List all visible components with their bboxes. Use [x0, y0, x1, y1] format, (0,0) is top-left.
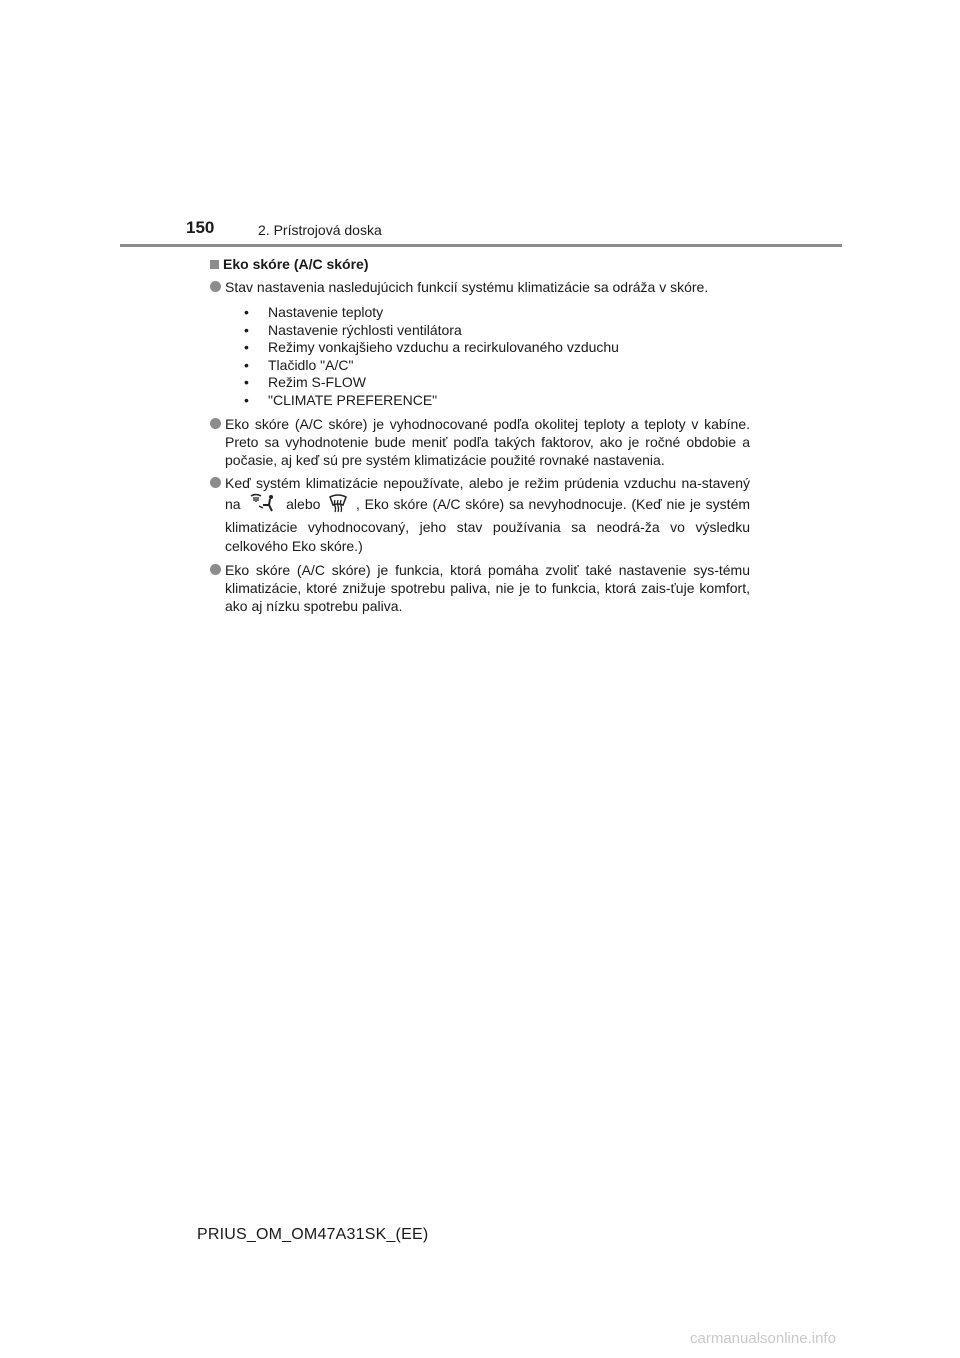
circle-bullet-icon	[210, 418, 221, 429]
circle-bullet-icon	[210, 564, 221, 575]
sub-list	[240, 296, 750, 410]
list-item	[210, 561, 750, 615]
circle-bullet-icon	[210, 281, 221, 292]
list-item-text: Eko skóre (A/C skóre) je vyhodnocované podľa okolitej teploty a teploty v kabíne. Preto sa vyhodnotenie bude meniť podľa takých faktorov, ako je ročné obdobie a počasie, aj keď sú pre systém klimatizácie použité rovnaké nastavenia.	[225, 415, 750, 468]
sub-list-item: • Tlačidlo "A/C"	[244, 356, 354, 373]
list-item-text: Stav nastavenia nasledujúcich funkcií systému klimatizácie sa odráža v skóre.	[225, 279, 709, 295]
windshield-defroster-icon	[329, 493, 347, 518]
list-item	[210, 415, 750, 469]
windshield-and-feet-airflow-icon	[249, 493, 277, 518]
sub-list-item: • Nastavenie teploty	[244, 304, 384, 320]
sub-list-item: • Nastavenie rýchlosti ventilátora	[244, 321, 462, 338]
sub-list-item: • "CLIMATE PREFERENCE"	[244, 391, 438, 408]
watermark: carmanualsonline.info	[690, 1330, 836, 1347]
list-item-text: Eko skóre (A/C skóre) je funkcia, ktorá pomáha zvoliť také nastavenie sys-tému klimatizácie, ktoré znižuje spotrebu paliva, nie je to funkcia, ktorá zais-ťuje komfort, ako aj nízku spotrebu paliva.	[225, 561, 750, 614]
section-heading	[210, 255, 750, 273]
header-rule	[120, 244, 842, 247]
sub-list-item: • Režimy vonkajšieho vzduchu a recirkulovaného vzduchu	[244, 339, 619, 356]
circle-bullet-icon	[210, 477, 221, 488]
list-item-text: Keď systém klimatizácie nepoužívate, alebo je režim prúdenia vzduchu na-stavený na alebo , Eko skóre (A/C skóre) sa nevyhodnocuje. (Keď nie je systém klimatizácie vyhodnocovaný, jeho stav používania sa neodrá-ža vo výsledku celkového Eko skóre.)	[225, 474, 751, 554]
section-heading-text: Eko skóre (A/C skóre)	[223, 256, 369, 272]
list-item	[210, 474, 750, 556]
chapter-title: 2. Prístrojová doska	[258, 222, 382, 238]
page-number: 150	[186, 218, 215, 237]
document-code: PRIUS_OM_OM47A31SK_(EE)	[197, 1226, 429, 1243]
section-content	[210, 255, 750, 620]
sub-list-item: • Režim S-FLOW	[244, 374, 366, 391]
square-bullet-icon	[210, 260, 219, 269]
list-item	[210, 278, 750, 410]
